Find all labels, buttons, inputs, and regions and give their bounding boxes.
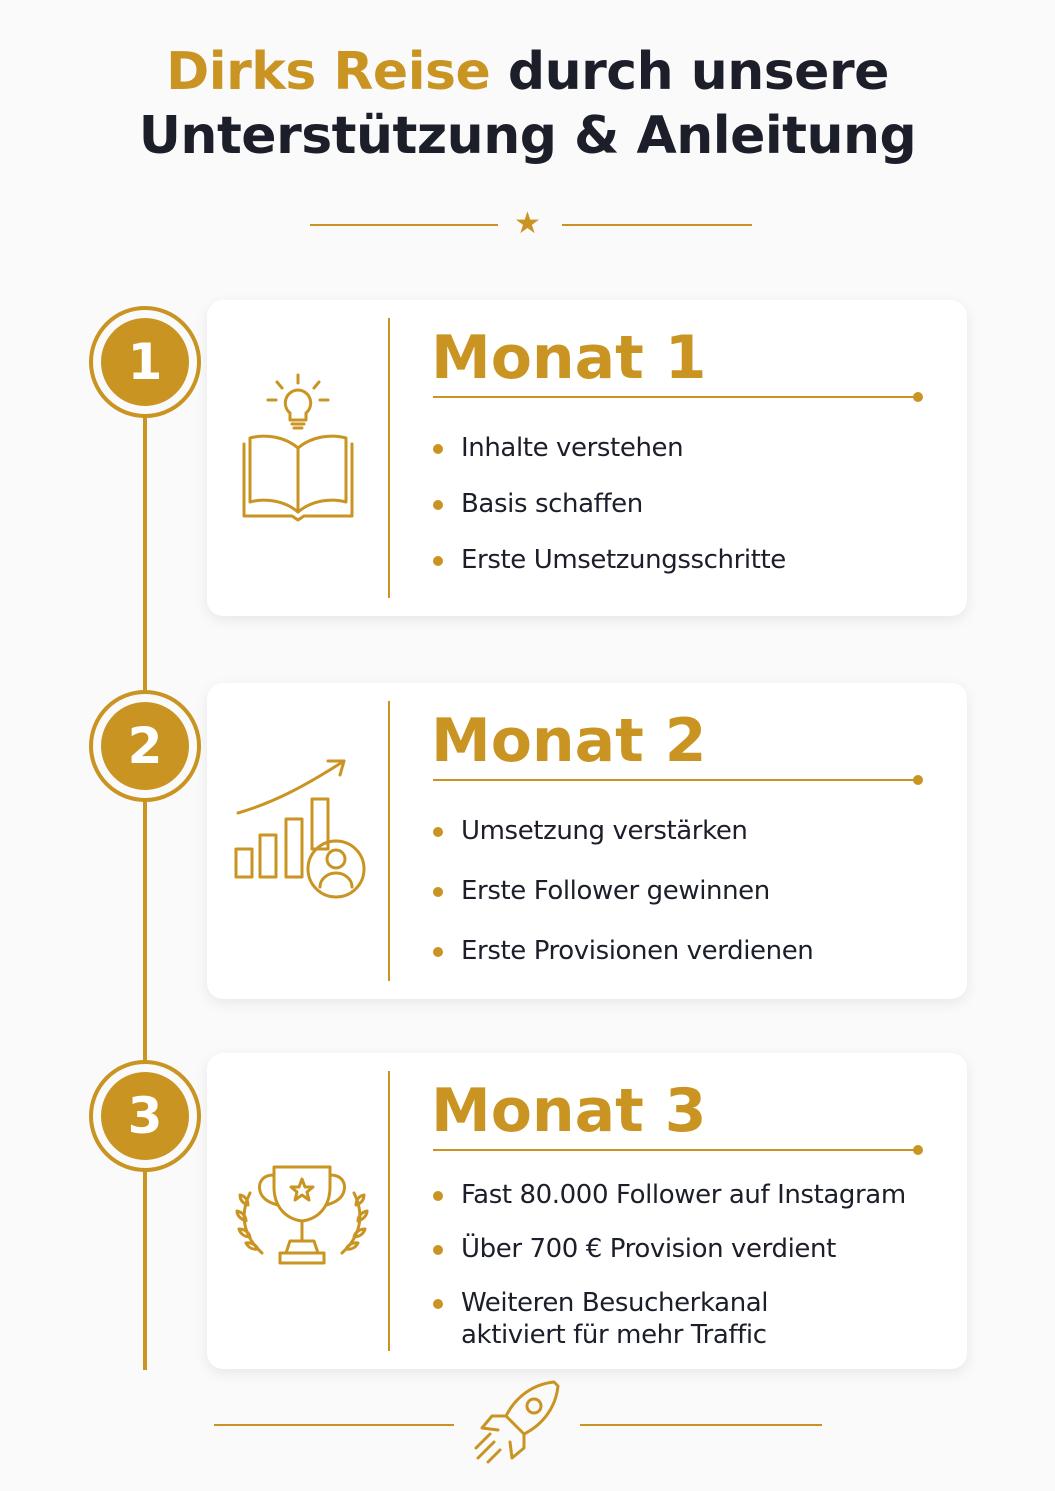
- step-circle-1: [89, 306, 201, 418]
- step-number: 2: [101, 702, 189, 790]
- divider-left: [310, 224, 498, 226]
- page-title: [0, 40, 1055, 168]
- step-circle-3: [89, 1060, 201, 1172]
- step-card-1: [207, 300, 967, 616]
- title-underline: [433, 779, 917, 781]
- list-item: Über 700 € Provision verdient: [431, 1233, 951, 1265]
- step-list: [431, 1179, 951, 1373]
- rocket-icon: [468, 1376, 564, 1472]
- title-line-1: [0, 40, 1055, 104]
- step-list: [431, 815, 951, 995]
- step-card-3: [207, 1053, 967, 1369]
- month-title: Monat 3: [431, 1076, 707, 1146]
- card-divider: [388, 701, 390, 981]
- list-item: Erste Follower gewinnen: [431, 875, 951, 907]
- list-item: Basis schaffen: [431, 488, 951, 520]
- list-item: Erste Umsetzungsschritte: [431, 544, 951, 576]
- star-icon: ★: [514, 206, 541, 241]
- timeline-line: [143, 410, 147, 1370]
- card-divider: [388, 318, 390, 598]
- title-accent: Dirks Reise: [166, 42, 491, 102]
- title-rest: durch unsere: [490, 42, 889, 102]
- list-item: Fast 80.000 Follower auf Instagram: [431, 1179, 951, 1211]
- month-title: Monat 1: [431, 323, 707, 393]
- step-circle-2: [89, 690, 201, 802]
- step-number: 3: [101, 1072, 189, 1160]
- bottom-divider-left: [214, 1424, 454, 1426]
- book-lightbulb-icon: [232, 370, 372, 530]
- list-item: Umsetzung verstärken: [431, 815, 951, 847]
- divider-right: [562, 224, 752, 226]
- list-item: Erste Provisionen verdienen: [431, 935, 951, 967]
- title-underline: [433, 396, 917, 398]
- step-card-2: [207, 683, 967, 999]
- bottom-divider-right: [580, 1424, 822, 1426]
- step-number: 1: [101, 318, 189, 406]
- growth-chart-user-icon: [232, 753, 372, 913]
- underline-dot: [913, 392, 923, 402]
- list-item: Inhalte verstehen: [431, 432, 951, 464]
- title-underline: [433, 1149, 917, 1151]
- trophy-laurel-icon: [232, 1123, 372, 1283]
- title-line-2: Unterstützung & Anleitung: [138, 106, 917, 166]
- step-list: [431, 432, 951, 600]
- card-divider: [388, 1071, 390, 1351]
- underline-dot: [913, 1145, 923, 1155]
- month-title: Monat 2: [431, 706, 707, 776]
- list-item: Weiteren Besucherkanal aktiviert für mehr Traffic: [431, 1287, 791, 1351]
- underline-dot: [913, 775, 923, 785]
